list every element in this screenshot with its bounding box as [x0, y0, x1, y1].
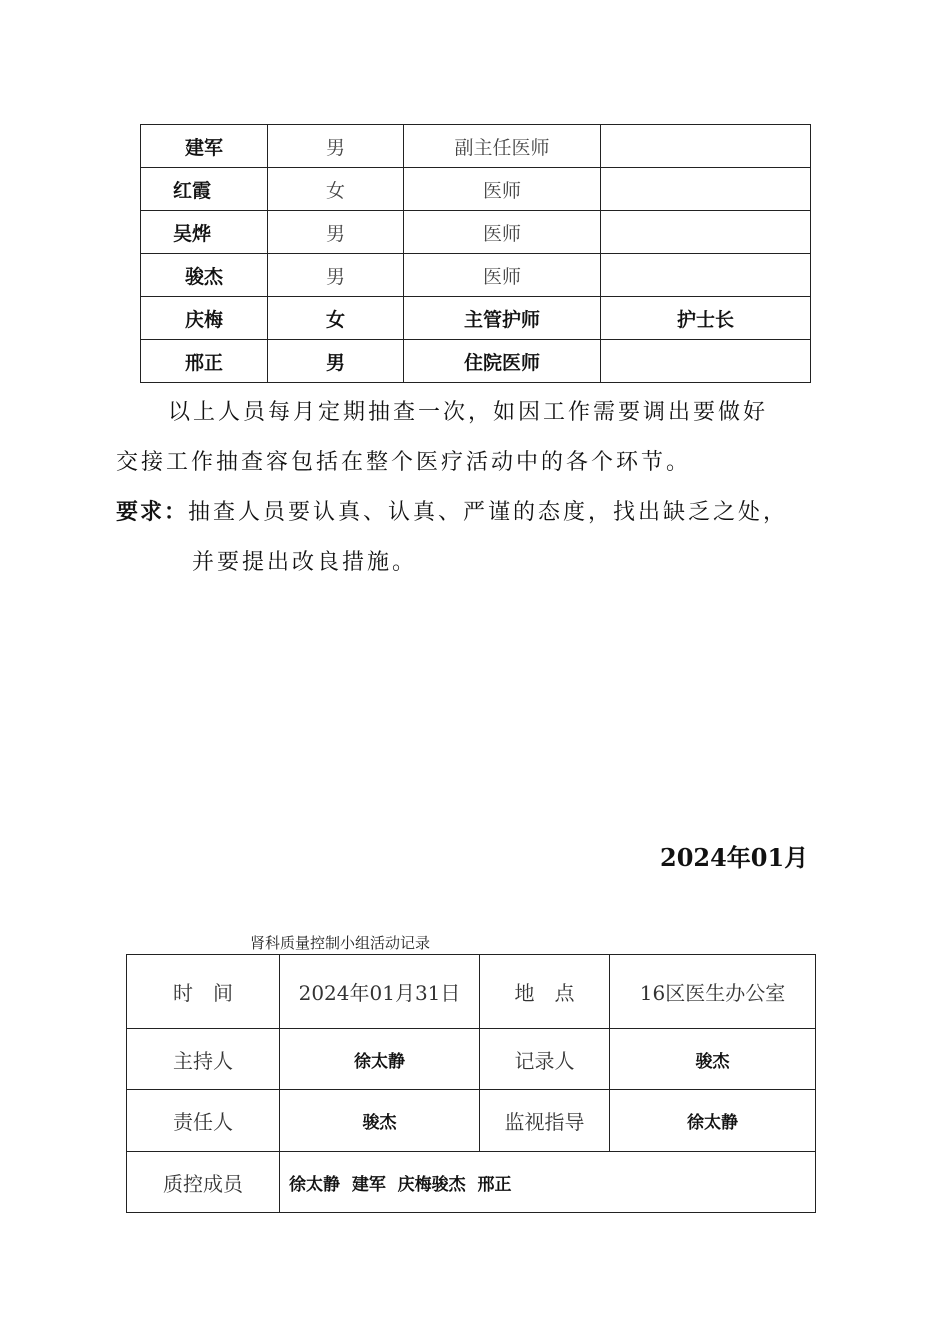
staff-role — [601, 211, 811, 254]
paragraph-line-2: 交接工作抽查容包括在整个医疗活动中的各个环节。 — [116, 450, 692, 475]
table-row — [141, 297, 811, 340]
staff-title: 住院医师 — [404, 340, 601, 383]
table-row — [127, 1152, 816, 1213]
recorder-value: 骏杰 — [610, 1029, 816, 1090]
record-table — [126, 954, 816, 1213]
table-row — [141, 254, 811, 297]
staff-name: 建军 — [141, 125, 268, 168]
place-label: 地 点 — [480, 955, 610, 1029]
requirement-text-1: 抽查人员要认真、认真、严谨的态度，找出缺乏之处， — [188, 500, 789, 525]
staff-name: 骏杰 — [141, 254, 268, 297]
table-row — [127, 1090, 816, 1152]
members-value: 徐太静 建军 庆梅骏杰 邢正 — [280, 1152, 816, 1213]
supervisor-label: 监视指导 — [480, 1090, 610, 1152]
staff-name: 吴烨 — [141, 211, 268, 254]
recorder-label: 记录人 — [480, 1029, 610, 1090]
date-signature: 2024年01月 — [660, 843, 809, 872]
table-row — [141, 340, 811, 383]
staff-name: 邢正 — [141, 340, 268, 383]
requirement-line-1 — [116, 495, 788, 526]
table-row — [141, 211, 811, 254]
requirement-label: 要求： — [116, 500, 189, 525]
staff-gender: 男 — [268, 340, 404, 383]
record-title: 肾科质量控制小组活动记录 — [250, 934, 431, 952]
staff-name: 红霞 — [141, 168, 268, 211]
staff-gender: 女 — [268, 168, 404, 211]
staff-role — [601, 125, 811, 168]
members-label: 质控成员 — [127, 1152, 280, 1213]
staff-role — [601, 168, 811, 211]
host-value: 徐太静 — [280, 1029, 480, 1090]
table-row — [127, 1029, 816, 1090]
staff-gender: 男 — [268, 254, 404, 297]
place-value: 16区医生办公室 — [610, 955, 816, 1029]
host-label: 主持人 — [127, 1029, 280, 1090]
staff-role — [601, 254, 811, 297]
staff-name: 庆梅 — [141, 297, 268, 340]
staff-title: 主管护师 — [404, 297, 601, 340]
responsible-value: 骏杰 — [280, 1090, 480, 1152]
staff-gender: 男 — [268, 125, 404, 168]
staff-title: 医师 — [404, 254, 601, 297]
paragraph-line-1: 以上人员每月定期抽查一次，如因工作需要调出要做好 — [168, 400, 769, 425]
staff-title: 医师 — [404, 168, 601, 211]
table-row — [141, 168, 811, 211]
supervisor-value: 徐太静 — [610, 1090, 816, 1152]
time-value: 2024年01月31日 — [280, 955, 480, 1029]
responsible-label: 责任人 — [127, 1090, 280, 1152]
staff-role: 护士长 — [601, 297, 811, 340]
staff-gender: 男 — [268, 211, 404, 254]
staff-title: 副主任医师 — [404, 125, 601, 168]
staff-table — [140, 124, 811, 383]
table-row — [141, 125, 811, 168]
requirement-line-2: 并要提出改良措施。 — [192, 550, 418, 575]
staff-gender: 女 — [268, 297, 404, 340]
table-row — [127, 955, 816, 1029]
time-label: 时 间 — [127, 955, 280, 1029]
staff-role — [601, 340, 811, 383]
staff-title: 医师 — [404, 211, 601, 254]
